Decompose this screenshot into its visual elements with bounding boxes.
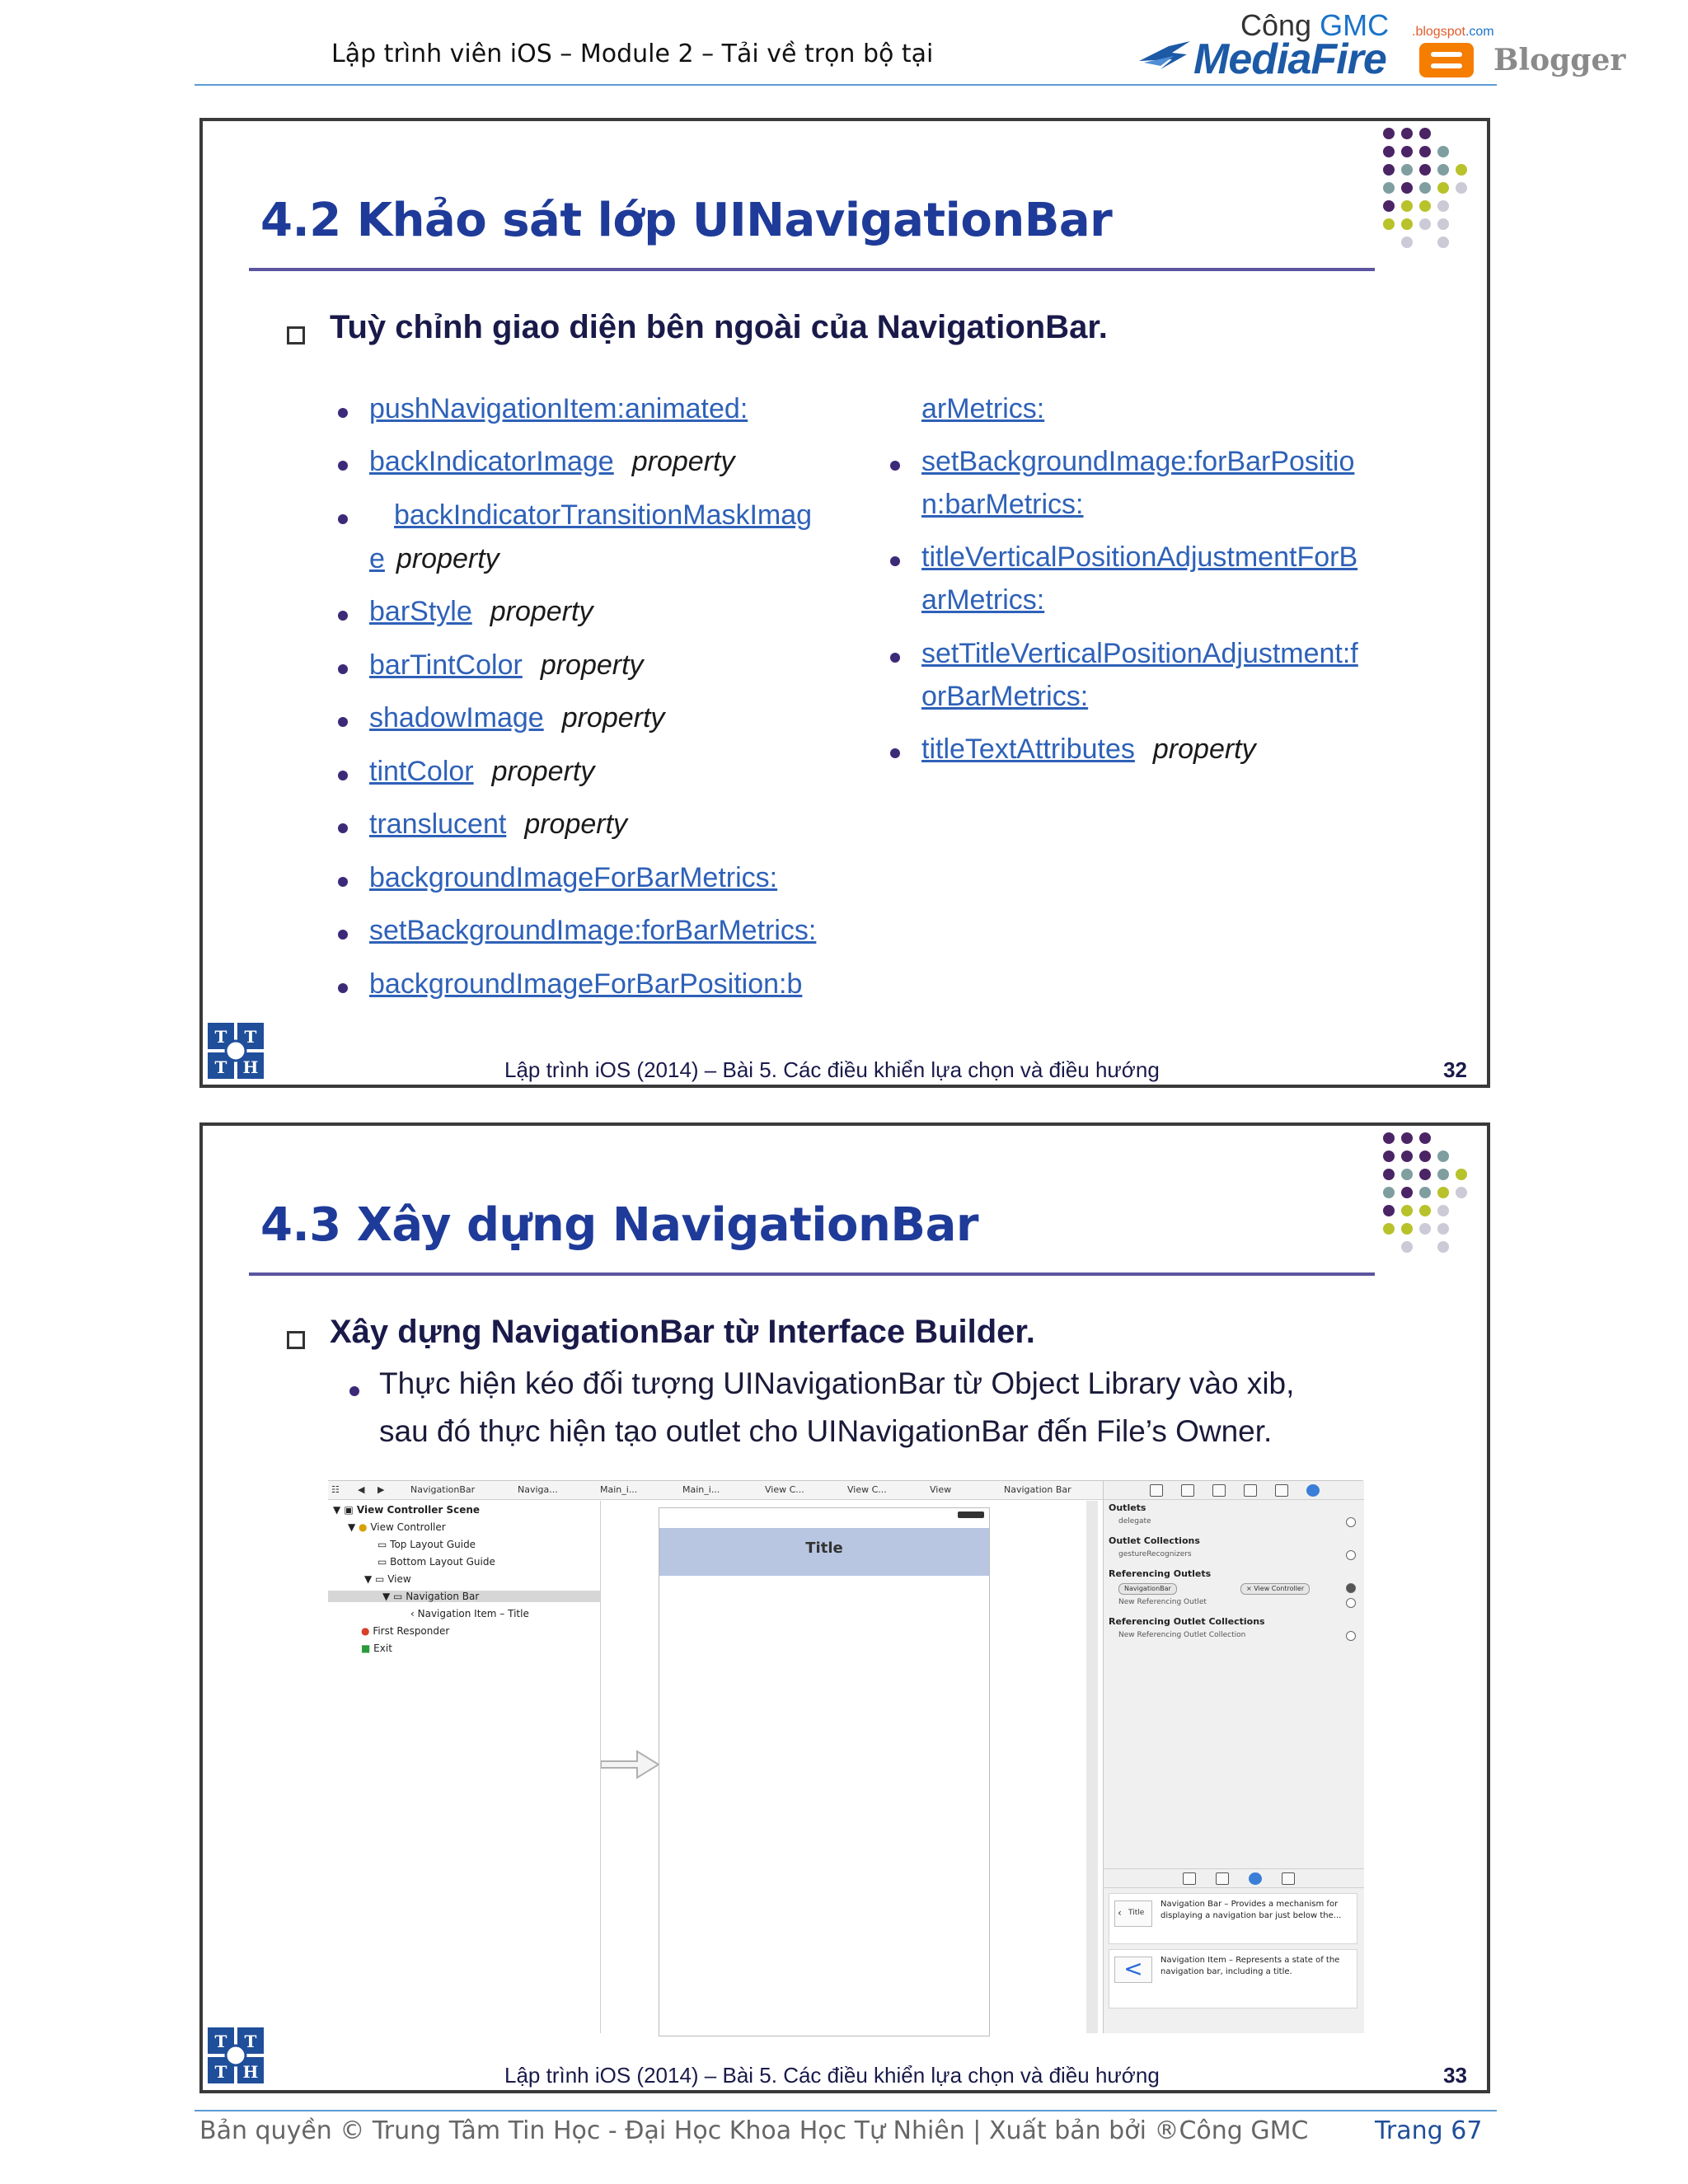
bullet-icon	[338, 771, 348, 780]
list-item[interactable]: barTintColor property	[369, 649, 644, 681]
tree-row-exit[interactable]: ■ Exit	[361, 1643, 392, 1654]
library-item-navigation-item[interactable]	[1109, 1949, 1357, 2008]
decorative-dot	[1419, 1169, 1431, 1180]
referencing-outlet-collections-heading: Referencing Outlet Collections	[1109, 1616, 1265, 1627]
bullet-icon	[338, 408, 348, 418]
list-item-continuation[interactable]: orBarMetrics:	[921, 681, 1089, 712]
decorative-dot	[1401, 146, 1413, 157]
list-item[interactable]: barStyle property	[369, 596, 593, 627]
decorative-dot	[1419, 1187, 1431, 1198]
connection-circle[interactable]	[1346, 1517, 1356, 1527]
footer-rule	[195, 2110, 1497, 2111]
list-item-continuation[interactable]: arMetrics:	[921, 584, 1045, 616]
jump-bar-item[interactable]: Main_i...	[600, 1484, 638, 1495]
decorative-dot	[1383, 1151, 1395, 1162]
list-item[interactable]: setTitleVerticalPositionAdjustment:f	[921, 638, 1358, 669]
quick-help-icon[interactable]	[1181, 1484, 1194, 1497]
blogger-logo[interactable]: Blogger	[1493, 43, 1626, 77]
connections-inspector	[1103, 1481, 1364, 2033]
decorative-dot	[1383, 1169, 1395, 1180]
bullet-icon	[349, 1386, 359, 1396]
slide-number: 33	[1443, 2063, 1467, 2088]
list-item[interactable]: backIndicatorTransitionMaskImag	[394, 499, 813, 531]
decorative-dot	[1437, 1223, 1449, 1235]
tree-row-navigation-item[interactable]: ‹ Navigation Item – Title	[410, 1608, 529, 1619]
svg-text:T: T	[244, 1027, 257, 1047]
attributes-inspector-icon[interactable]	[1244, 1484, 1257, 1497]
decorative-dot	[1419, 218, 1431, 230]
page-number: Trang 67	[1375, 2116, 1483, 2145]
battery-icon	[958, 1511, 984, 1518]
bullet-icon	[338, 611, 348, 621]
decorative-dot	[1383, 146, 1395, 157]
connection-circle[interactable]	[1346, 1583, 1356, 1593]
decorative-dots	[1383, 1132, 1482, 1272]
object-library-icon[interactable]	[1249, 1872, 1262, 1885]
jump-bar-item[interactable]: View	[930, 1484, 952, 1495]
decorative-dots	[1383, 128, 1482, 268]
decorative-dot	[1437, 1187, 1449, 1198]
tree-row-top-layout[interactable]: ▭ Top Layout Guide	[377, 1539, 476, 1550]
bullet-icon	[890, 556, 900, 566]
svg-text:H: H	[242, 2062, 259, 2082]
jump-bar	[328, 1481, 1103, 1500]
new-referencing-outlet-collection: New Referencing Outlet Collection	[1118, 1631, 1246, 1639]
brand-blogspot-text: .blogspot	[1412, 25, 1465, 39]
decorative-dot	[1383, 182, 1395, 194]
tree-row-scene[interactable]: ▼ ▣ View Controller Scene	[333, 1504, 481, 1516]
title-rule	[249, 1272, 1375, 1276]
list-item[interactable]: titleVerticalPositionAdjustmentForB	[921, 541, 1358, 573]
library-item-description: Navigation Bar – Provides a mechanism for displaying a navigation bar just below the...	[1160, 1900, 1342, 1920]
document-outline	[328, 1501, 601, 2033]
svg-text:T: T	[214, 2032, 227, 2051]
decorative-dot	[1437, 182, 1449, 194]
connection-source[interactable]: NavigationBar	[1118, 1583, 1177, 1595]
referencing-outlets-heading: Referencing Outlets	[1109, 1568, 1212, 1579]
bullet-icon	[338, 877, 348, 887]
tth-logo-icon	[206, 1021, 265, 1080]
outlets-heading: Outlets	[1109, 1502, 1146, 1513]
library-item-description: Navigation Item – Represents a state of the navigation bar, including a title.	[1160, 1956, 1340, 1976]
jump-bar-item[interactable]: Navigation Bar	[1004, 1484, 1071, 1495]
size-inspector-icon[interactable]	[1275, 1484, 1288, 1497]
decorative-dot	[1401, 200, 1413, 212]
decorative-dot	[1456, 1169, 1467, 1180]
tree-row-bottom-layout[interactable]: ▭ Bottom Layout Guide	[377, 1556, 495, 1568]
decorative-dot	[1383, 1132, 1395, 1144]
decorative-dot	[1401, 182, 1413, 194]
bullet-icon	[338, 983, 348, 993]
tree-row-view[interactable]: ▼ ▭ View	[364, 1573, 411, 1585]
vertical-scrollbar[interactable]	[1086, 1501, 1098, 2033]
decorative-dot	[1419, 182, 1431, 194]
bullet-icon	[338, 664, 348, 674]
list-item[interactable]: titleTextAttributes property	[921, 733, 1256, 765]
file-inspector-icon[interactable]	[1150, 1484, 1163, 1497]
list-item[interactable]: tintColor property	[369, 756, 595, 787]
identity-inspector-icon[interactable]	[1212, 1484, 1226, 1497]
list-item-continuation[interactable]: arMetrics:	[921, 393, 1045, 424]
slide-title: 4.3 Xây dựng NavigationBar	[260, 1198, 978, 1252]
decorative-dot	[1383, 164, 1395, 176]
brand-cong-text: Công	[1240, 8, 1312, 42]
title-rule	[249, 268, 1375, 271]
svg-text:T: T	[214, 1027, 227, 1047]
decorative-dot	[1401, 237, 1413, 248]
decorative-dot	[1419, 1205, 1431, 1216]
decorative-dot	[1437, 218, 1449, 230]
outlet-collections-heading: Outlet Collections	[1109, 1535, 1200, 1546]
navigation-bar-title: Title	[805, 1540, 843, 1557]
mediafire-logo[interactable]: MediaFire	[1193, 35, 1386, 83]
decorative-dot	[1383, 1223, 1395, 1235]
connection-target[interactable]: × View Controller	[1240, 1583, 1310, 1595]
list-item[interactable]: backgroundImageForBarPosition:b	[369, 968, 803, 1000]
slide-title: 4.2 Khảo sát lớp UINavigationBar	[260, 194, 1113, 247]
interface-builder-canvas[interactable]	[601, 1501, 1099, 2033]
new-referencing-outlet: New Referencing Outlet	[1118, 1598, 1207, 1606]
decorative-dot	[1401, 1205, 1413, 1216]
decorative-dot	[1437, 237, 1449, 248]
decorative-dot	[1401, 164, 1413, 176]
decorative-dot	[1456, 182, 1467, 194]
tth-logo-icon	[206, 2026, 265, 2085]
brand-com-text: .com	[1465, 25, 1494, 39]
jump-bar-item[interactable]: View C...	[765, 1484, 804, 1495]
connection-circle[interactable]	[1346, 1631, 1356, 1641]
tree-row-view-controller[interactable]: ▼ ● View Controller	[348, 1521, 446, 1533]
mediafire-swoosh-icon	[1136, 36, 1193, 76]
back-arrow-icon[interactable]: ◀	[358, 1484, 365, 1495]
bullet-icon	[890, 748, 900, 758]
list-item[interactable]: translucent property	[369, 808, 628, 840]
bullet-text-line-2: sau đó thực hiện tạo outlet cho UINavigationBar đến File’s Owner.	[379, 1414, 1273, 1448]
decorative-dot	[1383, 1205, 1395, 1216]
navigation-bar-thumb-icon: ‹ Title	[1114, 1900, 1152, 1927]
brand-blogspot	[1412, 25, 1494, 40]
media-library-icon[interactable]	[1282, 1872, 1295, 1885]
jump-bar-item[interactable]: View C...	[847, 1484, 887, 1495]
decorative-dot	[1419, 164, 1431, 176]
decorative-dot	[1419, 1132, 1431, 1144]
navigation-item-thumb-icon: <	[1114, 1957, 1152, 1983]
connection-circle[interactable]	[1346, 1598, 1356, 1608]
library-item-navigation-bar[interactable]	[1109, 1893, 1357, 1944]
bullet-icon	[338, 461, 348, 471]
list-item[interactable]: backIndicatorImage property	[369, 446, 735, 477]
list-item[interactable]: shadowImage property	[369, 702, 665, 733]
list-item[interactable]: pushNavigationItem:animated:	[369, 393, 748, 424]
decorative-dot	[1437, 1151, 1449, 1162]
tree-row-navigation-bar[interactable]: ▼ ▭ Navigation Bar	[328, 1591, 600, 1602]
decorative-dot	[1383, 200, 1395, 212]
checkbox-bullet-icon	[287, 1331, 305, 1349]
checkbox-bullet-icon	[287, 326, 305, 344]
decorative-dot	[1437, 164, 1449, 176]
svg-text:T: T	[214, 2062, 227, 2082]
slide-33	[199, 1122, 1490, 2093]
library-tabs	[1104, 1868, 1364, 1888]
decorative-dot	[1401, 1241, 1413, 1253]
bullet-icon	[338, 823, 348, 833]
decorative-dot	[1401, 1223, 1413, 1235]
connection-circle[interactable]	[1346, 1550, 1356, 1560]
decorative-dot	[1419, 128, 1431, 139]
blogger-icon[interactable]	[1419, 43, 1474, 77]
decorative-dot	[1456, 1187, 1467, 1198]
copyright-text: Bản quyền © Trung Tâm Tin Học - Đại Học Khoa Học Tự Nhiên | Xuất bản bởi ®Công GMC	[199, 2116, 1309, 2145]
slide-footer-text: Lập trình iOS (2014) – Bài 5. Các điều khiển lựa chọn và điều hướng	[504, 2063, 1160, 2088]
bullet-icon	[338, 717, 348, 727]
bullet-icon	[338, 514, 348, 524]
svg-text:T: T	[214, 1057, 227, 1077]
decorative-dot	[1437, 1169, 1449, 1180]
code-snippet-library-icon[interactable]	[1216, 1872, 1229, 1885]
bullet-text-line-1: Thực hiện kéo đối tượng UINavigationBar từ Object Library vào xib,	[379, 1366, 1295, 1400]
bullet-icon	[890, 653, 900, 663]
bullet-icon	[890, 461, 900, 471]
svg-text:T: T	[244, 2032, 257, 2051]
decorative-dot	[1401, 1132, 1413, 1144]
decorative-dot	[1419, 200, 1431, 212]
connections-inspector-icon[interactable]	[1306, 1484, 1320, 1497]
decorative-dot	[1383, 218, 1395, 230]
jump-bar-item[interactable]: NavigationBar	[410, 1484, 476, 1495]
list-item[interactable]: setBackgroundImage:forBarMetrics:	[369, 915, 817, 946]
header-text: Lập trình viên iOS – Module 2 – Tải về trọn bộ tại	[331, 40, 934, 68]
bullet-icon	[338, 930, 348, 940]
outlet-delegate: delegate	[1118, 1517, 1151, 1526]
jump-bar-item[interactable]: Naviga...	[518, 1484, 558, 1495]
decorative-dot	[1401, 128, 1413, 139]
slide-32	[199, 118, 1490, 1088]
decorative-dot	[1437, 146, 1449, 157]
list-item[interactable]: backgroundImageForBarMetrics:	[369, 862, 778, 893]
forward-arrow-icon[interactable]: ▶	[377, 1484, 385, 1495]
decorative-dot	[1437, 1205, 1449, 1216]
decorative-dot	[1419, 1223, 1431, 1235]
initial-arrow-icon	[601, 1748, 662, 1781]
decorative-dot	[1456, 164, 1467, 176]
grid-icon[interactable]: ☷	[331, 1484, 340, 1495]
decorative-dot	[1383, 128, 1395, 139]
decorative-dot	[1419, 146, 1431, 157]
jump-bar-item[interactable]: Main_i...	[682, 1484, 720, 1495]
svg-text:H: H	[242, 1057, 259, 1077]
decorative-dot	[1383, 1187, 1395, 1198]
view-controller-canvas[interactable]	[659, 1507, 990, 2036]
inspector-tabs	[1104, 1481, 1364, 1500]
slide-number: 32	[1443, 1057, 1467, 1082]
list-item-continuation[interactable]: n:barMetrics:	[921, 489, 1084, 520]
outlet-gesture: gestureRecognizers	[1118, 1550, 1192, 1558]
decorative-dot	[1437, 200, 1449, 212]
decorative-dot	[1401, 218, 1413, 230]
list-item-continuation[interactable]: e property	[369, 543, 499, 574]
slide-subheading: Xây dựng NavigationBar từ Interface Builder.	[330, 1314, 1035, 1350]
slide-footer-text: Lập trình iOS (2014) – Bài 5. Các điều khiển lựa chọn và điều hướng	[504, 1057, 1160, 1082]
decorative-dot	[1401, 1187, 1413, 1198]
decorative-dot	[1401, 1151, 1413, 1162]
list-item[interactable]: setBackgroundImage:forBarPositio	[921, 446, 1355, 477]
xcode-screenshot	[328, 1480, 1363, 2033]
decorative-dot	[1401, 1169, 1413, 1180]
decorative-dot	[1419, 1151, 1431, 1162]
decorative-dot	[1437, 1241, 1449, 1253]
file-template-library-icon[interactable]	[1183, 1872, 1196, 1885]
tree-row-first-responder[interactable]: ● First Responder	[361, 1625, 450, 1637]
brand-gmc-text: GMC	[1320, 8, 1390, 42]
slide-subheading: Tuỳ chỉnh giao diện bên ngoài của NavigationBar.	[330, 309, 1108, 345]
